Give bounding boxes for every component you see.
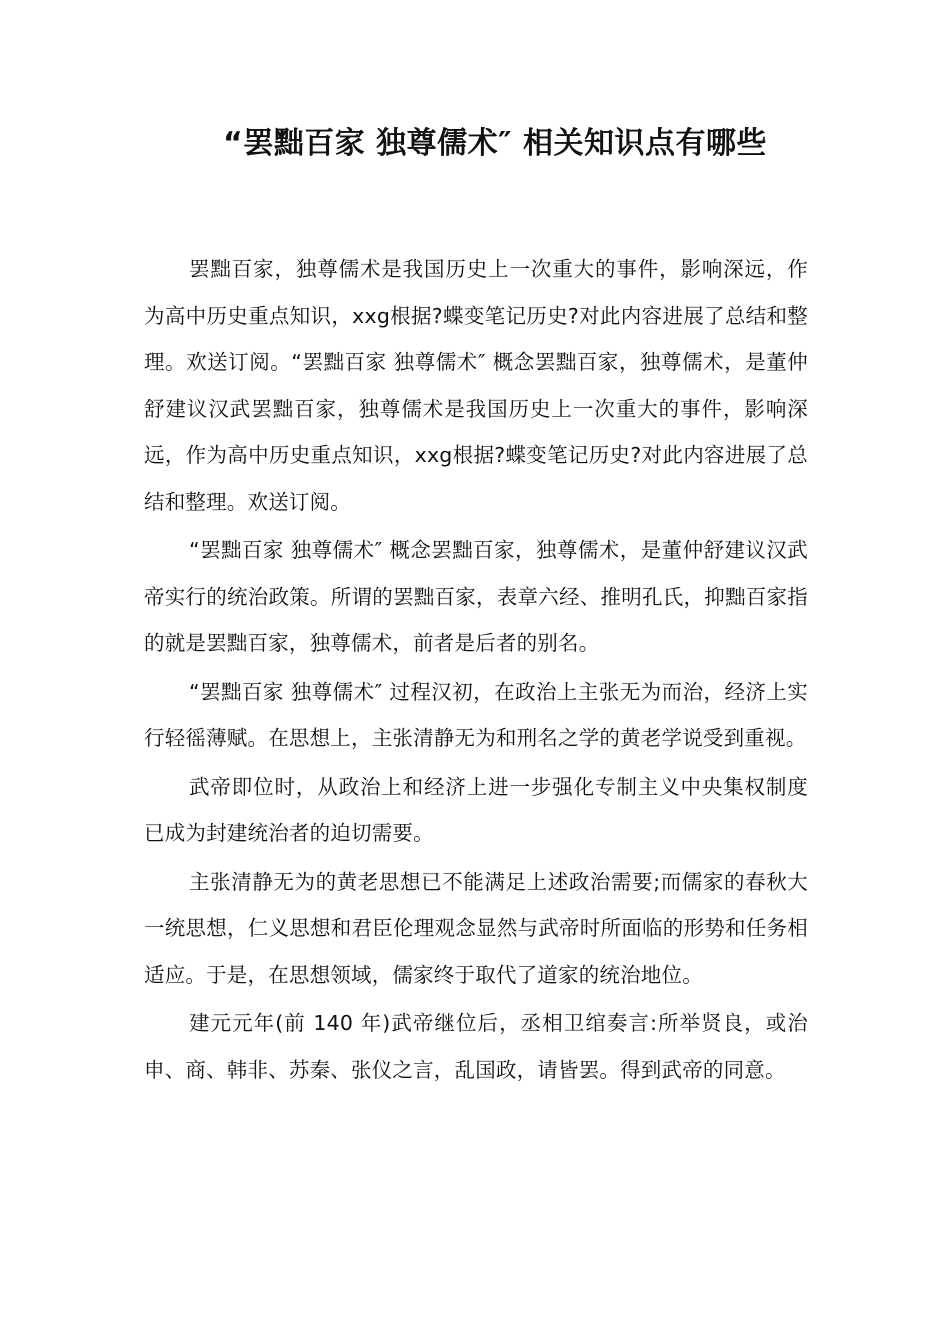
paragraph: “罢黜百家 独尊儒术″ 概念罢黜百家，独尊儒术，是董仲舒建议汉武帝实行的统治政策。所谓的罢黜百家，表章六经、推明孔氏，抑黜百家指的就是罢黜百家，独尊儒术，前者是后者的别名。 <box>144 538 808 655</box>
paragraph: “罢黜百家 独尊儒术″ 过程汉初，在政治上主张无为而治，经济上实行轻徭薄赋。在思想上，主张清静无为和刑名之学的黄老学说受到重视。 <box>144 679 808 750</box>
paragraph: 武帝即位时，从政治上和经济上进一步强化专制主义中央集权制度已成为封建统治者的迫切需要。 <box>144 774 808 845</box>
paragraph: 主张清静无为的黄老思想已不能满足上述政治需要;而儒家的春秋大一统思想，仁义思想和君臣伦理观念显然与武帝时所面临的形势和任务相适应。于是，在思想领域，儒家终于取代了道家的统治地位。 <box>144 869 808 987</box>
paragraph: 建元元年(前 140 年)武帝继位后，丞相卫绾奏言:所举贤良，或治申、商、韩非、苏秦、张仪之言，乱国政，请皆罢。得到武帝的同意。 <box>144 1011 808 1082</box>
document-title <box>140 112 810 176</box>
title-text: “罢黜百家 独尊儒术″ 相关知识点有哪些 <box>222 126 767 161</box>
document-body <box>144 246 808 1095</box>
paragraph: 罢黜百家，独尊儒术是我国历史上一次重大的事件，影响深远，作为高中历史重点知识，xxg根据?蝶变笔记历史?对此内容进展了总结和整理。欢送订阅。“罢黜百家 独尊儒术″ 概念罢黜百家，独尊儒术，是董仲舒建议汉武罢黜百家，独尊儒术是我国历史上一次重大的事件，影响深远，作为高中历史重点知识，xxg根据?蝶变笔记历史?对此内容进展了总结和整理。欢送订阅。 <box>144 257 808 514</box>
